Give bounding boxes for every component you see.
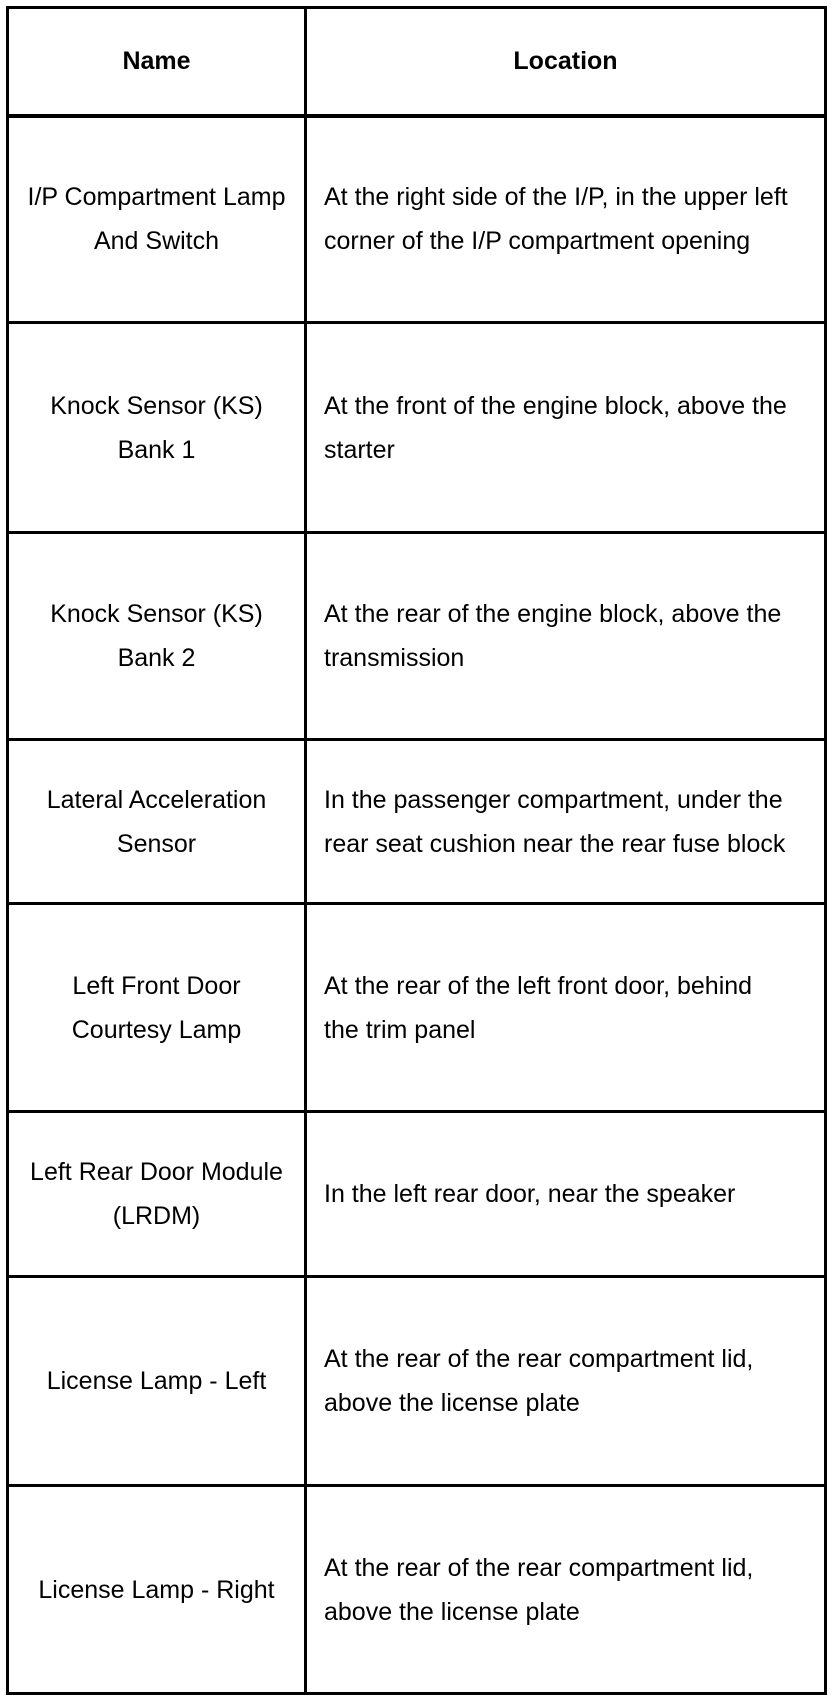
table-body	[8, 116, 826, 1694]
table-row	[8, 116, 826, 323]
cell-name: Lateral Acceleration Sensor	[8, 740, 306, 904]
table-header-row	[8, 8, 826, 116]
cell-name: License Lamp - Left	[8, 1277, 306, 1486]
table-row	[8, 323, 826, 533]
table-header	[8, 8, 826, 116]
component-location-table	[6, 6, 827, 1695]
table-row	[8, 533, 826, 740]
cell-location: At the rear of the engine block, above the transmission	[306, 533, 826, 740]
cell-location: At the right side of the I/P, in the upper left corner of the I/P compartment opening	[306, 116, 826, 323]
cell-location: In the left rear door, near the speaker	[306, 1112, 826, 1277]
cell-location: At the rear of the rear compartment lid, above the license plate	[306, 1277, 826, 1486]
component-location-table-container	[6, 6, 824, 1695]
table-row	[8, 1277, 826, 1486]
table-row	[8, 1486, 826, 1694]
cell-name: I/P Compartment Lamp And Switch	[8, 116, 306, 323]
cell-location: In the passenger compartment, under the rear seat cushion near the rear fuse block	[306, 740, 826, 904]
cell-name: Left Front Door Courtesy Lamp	[8, 904, 306, 1112]
table-row	[8, 740, 826, 904]
cell-name: Knock Sensor (KS) Bank 2	[8, 533, 306, 740]
cell-name: Knock Sensor (KS) Bank 1	[8, 323, 306, 533]
cell-location: At the rear of the rear compartment lid, above the license plate	[306, 1486, 826, 1694]
cell-location: At the rear of the left front door, behind the trim panel	[306, 904, 826, 1112]
cell-name: License Lamp - Right	[8, 1486, 306, 1694]
table-row	[8, 904, 826, 1112]
column-header-location: Location	[306, 8, 826, 116]
cell-location: At the front of the engine block, above the starter	[306, 323, 826, 533]
cell-name: Left Rear Door Module (LRDM)	[8, 1112, 306, 1277]
column-header-name: Name	[8, 8, 306, 116]
table-row	[8, 1112, 826, 1277]
